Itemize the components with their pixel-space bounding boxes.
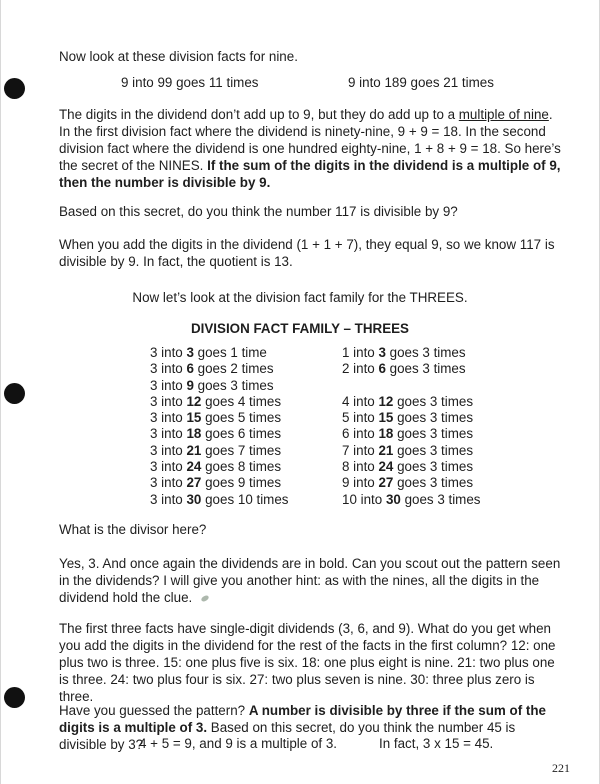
fact-dividend: 15 — [186, 410, 202, 426]
fact-divisor: 4 into — [342, 393, 379, 409]
division-fact — [342, 410, 480, 426]
answer-45-sum: 4 + 5 = 9, and 9 is a multiple of 3. — [139, 736, 338, 751]
fact-dividend: 9 — [186, 377, 194, 393]
fact-divisor: 3 into — [150, 393, 187, 409]
fact-dividend: 27 — [378, 475, 394, 491]
page-edge-left — [0, 0, 1, 784]
nine-fact: 9 into 99 goes 11 times — [121, 75, 259, 90]
fact-quotient: goes 3 times — [400, 491, 481, 507]
fact-dividend: 12 — [186, 393, 202, 409]
division-fact — [342, 361, 480, 377]
fact-quotient: goes 5 times — [201, 410, 282, 426]
fact-divisor: 5 into — [342, 410, 379, 426]
fact-dividend: 18 — [186, 426, 202, 442]
fact-divisor: 3 into — [150, 475, 187, 491]
fact-dividend: 12 — [378, 393, 394, 409]
fact-divisor: 8 into — [342, 459, 379, 475]
fact-quotient: goes 3 times — [393, 393, 474, 409]
division-fact — [150, 345, 288, 361]
fact-dividend: 24 — [186, 459, 202, 475]
nines-explanation-paragraph — [59, 106, 564, 191]
digit-sum-paragraph: The first three facts have single-digit dividends (3, 6, and 9). What do you get when you add the digits in the dividend for the rest of the facts in the first column? 12: one plus two is three. 15: one plus five is six. 18: one plus eight is nine. 21: two plus one is three. 24: two plus four is six. 27: two plus seven is nine. 30: three plus zero is three. — [59, 621, 556, 704]
threes-rule-bold: A number is divisible by three if the sum of the digits is a multiple of 3. — [59, 703, 546, 735]
binder-hole-middle — [4, 383, 25, 404]
fact-dividend: 21 — [378, 442, 394, 458]
fact-dividend: 6 — [186, 361, 194, 377]
nine-facts-row — [0, 74, 600, 92]
fact-divisor: 2 into — [342, 361, 379, 377]
fact-dividend: 30 — [186, 491, 202, 507]
division-fact — [150, 394, 288, 410]
fact-quotient: goes 3 times — [193, 377, 274, 393]
division-fact — [342, 426, 480, 442]
division-fact — [342, 394, 480, 410]
fact-quotient: goes 3 times — [393, 426, 474, 442]
fact-dividend: 6 — [378, 361, 386, 377]
division-fact — [150, 410, 288, 426]
binder-hole-bottom — [4, 687, 25, 708]
fact-quotient: goes 3 times — [393, 475, 474, 491]
division-fact — [150, 361, 288, 377]
division-fact — [342, 459, 480, 475]
fact-divisor: 6 into — [342, 426, 379, 442]
question-117: Based on this secret, do you think the number 117 is divisible by 9? — [59, 204, 458, 219]
page-number: 221 — [552, 761, 570, 775]
division-fact — [150, 426, 288, 442]
division-fact — [150, 459, 288, 475]
fact-quotient: goes 3 times — [393, 459, 474, 475]
fact-divisor: 3 into — [150, 459, 187, 475]
fact-quotient: goes 6 times — [201, 426, 282, 442]
division-fact — [342, 475, 480, 491]
fact-divisor: 3 into — [150, 410, 187, 426]
division-fact — [342, 492, 480, 508]
fact-divisor: 3 into — [150, 442, 187, 458]
fact-divisor: 9 into — [342, 475, 379, 491]
fact-divisor: 3 into — [150, 345, 187, 360]
answer-45-product: In fact, 3 x 15 = 45. — [379, 736, 494, 751]
fact-family-title: DIVISION FACT FAMILY – THREES — [190, 321, 409, 336]
fact-quotient: goes 3 times — [385, 345, 466, 360]
fact-quotient: goes 10 times — [201, 491, 289, 507]
fact-dividend: 3 — [186, 345, 194, 360]
paragraph-text: Have you guessed the pattern? — [59, 703, 249, 718]
fact-quotient: goes 3 times — [385, 361, 466, 377]
answer-45-row — [0, 735, 600, 753]
threes-intro: Now let’s look at the division fact family for the THREES. — [132, 290, 468, 305]
fact-divisor: 1 into — [342, 345, 379, 360]
fact-dividend: 3 — [378, 345, 386, 360]
fact-quotient: goes 9 times — [201, 475, 282, 491]
fact-divisor: 10 into — [342, 491, 386, 507]
nine-fact: 9 into 189 goes 21 times — [348, 75, 494, 90]
division-fact — [150, 492, 288, 508]
fact-dividend: 27 — [186, 475, 202, 491]
fact-family-right-column — [342, 345, 480, 508]
fact-quotient: goes 3 times — [393, 442, 474, 458]
fact-divisor: 7 into — [342, 442, 379, 458]
nines-rule-bold: If the sum of the digits in the dividend is a multiple of 9, then the number is divisible by 9. — [59, 158, 561, 190]
fact-divisor: 3 into — [150, 491, 187, 507]
fact-dividend: 30 — [385, 491, 401, 507]
pattern-hint-paragraph: Yes, 3. And once again the dividends are in bold. Can you scout out the pattern seen in the dividends? I will give you another hint: as with the nines, all the digits in the dividend hold the clue. — [59, 556, 561, 605]
intro-text: Now look at these division facts for nine. — [59, 49, 298, 64]
fact-dividend: 24 — [378, 459, 394, 475]
fact-quotient: goes 1 time — [193, 345, 267, 360]
fact-quotient: goes 2 times — [193, 361, 274, 377]
division-fact — [150, 378, 288, 394]
fact-family-left-column — [150, 345, 288, 508]
fact-divisor: 3 into — [150, 426, 187, 442]
fact-dividend: 15 — [378, 410, 394, 426]
fact-dividend: 21 — [186, 442, 202, 458]
division-fact — [342, 345, 480, 361]
fact-divisor: 3 into — [150, 361, 187, 377]
fact-quotient: goes 4 times — [201, 393, 282, 409]
paragraph-text: Based on this secret, do you think the number 45 is divisible by 3? — [59, 720, 516, 752]
answer-117-paragraph: When you add the digits in the dividend (1 + 1 + 7), they equal 9, so we know 117 is divisible by 9. In fact, the quotient is 13. — [59, 237, 555, 269]
division-fact — [342, 443, 480, 459]
paragraph-text: The digits in the dividend don’t add up to 9, but they do add up to a — [59, 107, 459, 122]
fact-divisor: 3 into — [150, 377, 187, 393]
divisor-question: What is the divisor here? — [59, 522, 207, 537]
fact-quotient: goes 3 times — [393, 410, 474, 426]
paragraph-text: . In the first division fact where the dividend is ninety-nine, 9 + 9 = 18. In the second division fact where the dividend is one hundred eighty-nine, 1 + 8 + 9 = 18. So here’s the secret of the NINES. — [59, 107, 561, 173]
fact-quotient: goes 8 times — [201, 459, 282, 475]
multiple-of-nine-underlined: multiple of nine — [458, 107, 549, 122]
division-fact — [150, 443, 288, 459]
fact-dividend: 18 — [378, 426, 394, 442]
fact-quotient: goes 7 times — [201, 442, 282, 458]
division-fact — [150, 475, 288, 491]
